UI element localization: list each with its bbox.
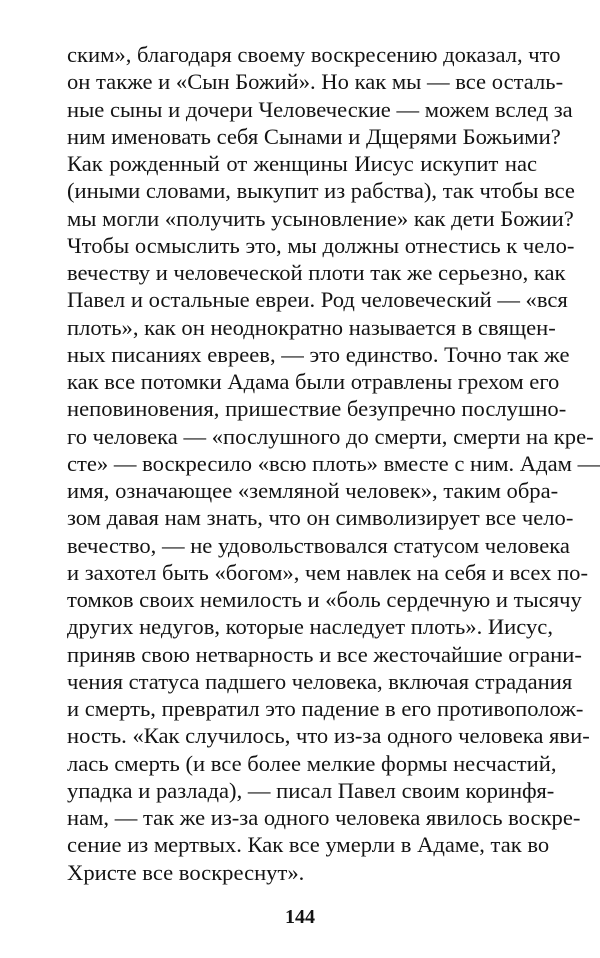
text-line: он также и «Сын Божий». Но как мы — все осталь- [67,69,564,95]
text-line: Христе все воскреснут». [67,859,305,885]
text-line: ные сыны и дочери Человеческие — можем вслед за [67,96,573,122]
text-line: неповиновения, пришествие безупречно послушно- [67,396,567,422]
text-line: мы могли «получить усыновление» как дети Божии? [67,205,574,231]
text-line: ных писаниях евреев, — это единство. Точно так же [67,341,570,367]
text-line: (иными словами, выкупит из рабства), так чтобы все [67,178,575,204]
text-line: чения статуса падшего человека, включая страдания [67,668,573,694]
text-line: ским», благодаря своему воскресению доказал, что [67,42,561,67]
page-number: 144 [285,906,315,928]
text-line: Павел и остальные евреи. Род человеческий — «вся [67,287,568,313]
text-line: и смерть, превратил это падение в его противополож- [67,696,584,721]
text-line: и захотел быть «богом», чем навлек на себя и всех по- [67,559,589,585]
text-line: упадка и разлада), — писал Павел своим коринфя- [67,777,555,803]
text-line: плоть», как он неоднократно называется в священ- [67,314,556,340]
text-line: зом давая нам знать, что он символизирует все чело- [67,505,574,531]
text-line: вечество, — не удовольствовался статусом человека [67,532,570,558]
text-line: имя, означающее «земляной человек», таким обра- [67,478,559,503]
body-text [67,41,600,886]
text-line: сение из мертвых. Как все умерли в Адаме, так во [67,832,550,858]
text-line: ность. «Как случилось, что из-за одного человека яви- [67,723,590,749]
text-line: приняв свою нетварность и все жесточайшие ограни- [67,641,582,667]
text-line: ним именовать себя Сынами и Дщерями Божьими? [67,123,561,149]
text-line: как все потомки Адама были отравлены грехом его [67,369,560,394]
text-line: Как рожденный от женщины Иисус искупит нас [67,151,537,176]
text-line: вечеству и человеческой плоти так же серьезно, как [67,260,566,285]
text-line: нам, — так же из-за одного человека явилось воскре- [67,805,581,830]
text-line: других недугов, которые наследует плоть». Иисус, [67,614,553,640]
text-line: Чтобы осмыслить это, мы должны отнестись к чело- [67,232,575,258]
text-line: го человека — «послушного до смерти, смерти на кре- [67,423,594,449]
text-line: лась смерть (и все более мелкие формы несчастий, [67,750,557,776]
text-line: томков своих немилость и «боль сердечную и тысячу [67,587,582,612]
text-line: сте» — воскресило «всю плоть» вместе с ним. Адам — [67,450,600,476]
